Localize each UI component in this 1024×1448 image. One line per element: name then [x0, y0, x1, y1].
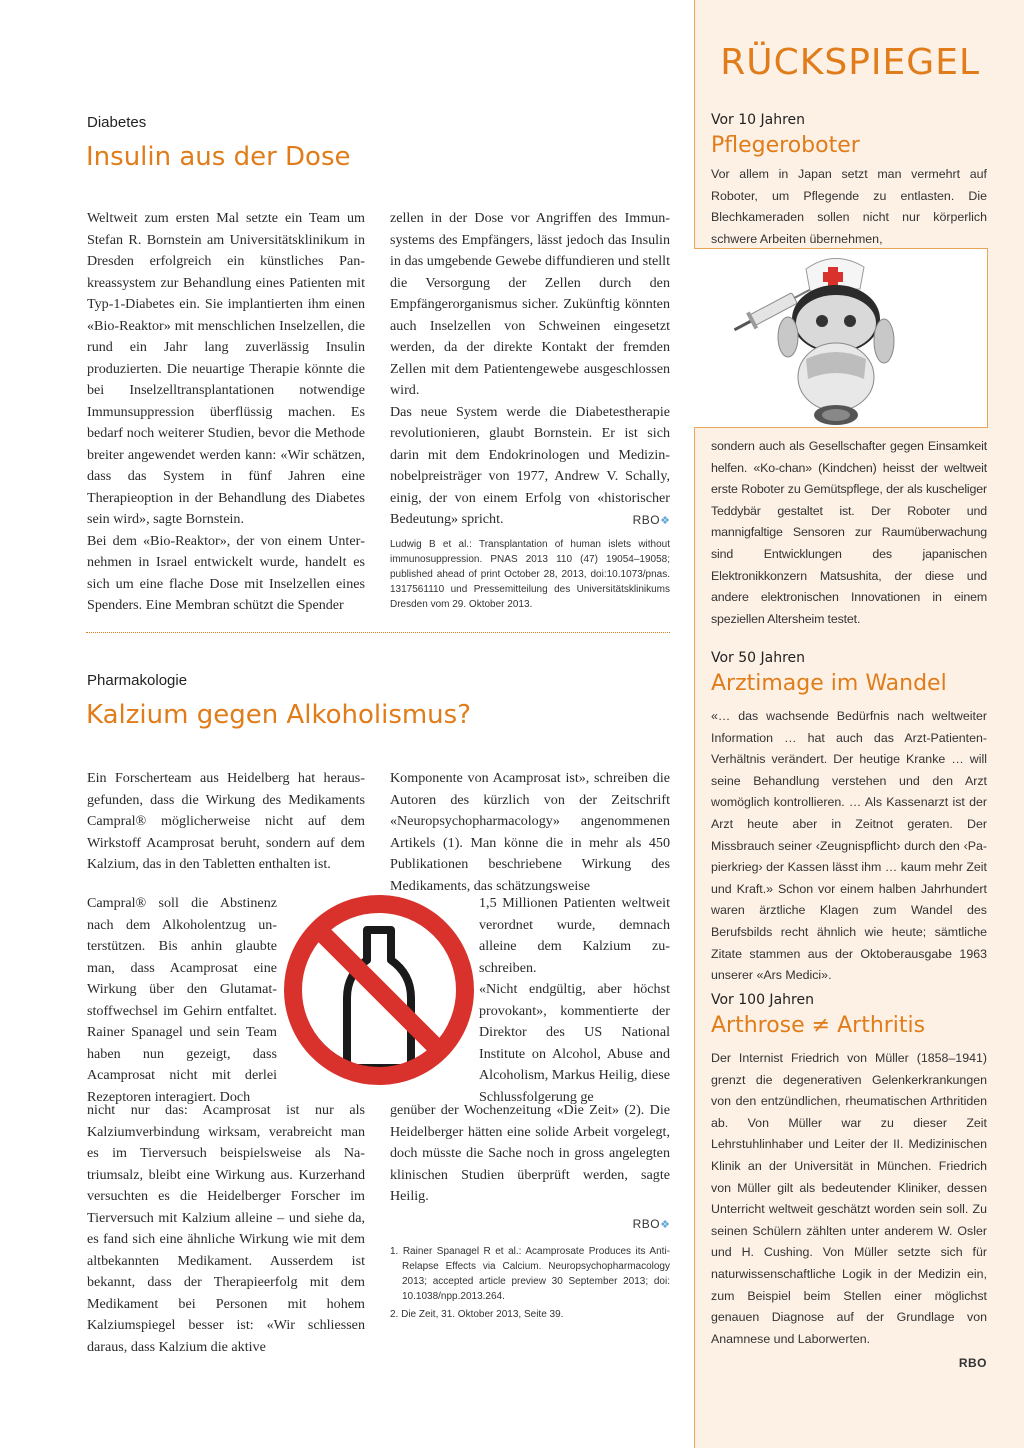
- rbo-logo-mark: ❖: [660, 1218, 670, 1231]
- article-column-1: [87, 208, 365, 617]
- paragraph: 1,5 Millionen Patienten weltweit verordnet wurde, demnach alleine dem Kalzium zuschreiben.: [479, 895, 670, 976]
- robot-image-frame: [694, 248, 988, 428]
- article-column-2-wrapped: [479, 893, 670, 1108]
- reference: Ludwig B et al.: Transplantation of human islets without immunosuppression. PNAS 2013 110 (47) 19054–19058; published ahead of print October 28, 2013, doi:10.1073/pnas. 1317561110 und Pressemitteilung des Universitätsklinikums Dresden vom 29. Oktober 2013.: [390, 539, 670, 610]
- article-column-1-lower: [87, 1100, 365, 1358]
- article-column-2: [390, 768, 670, 897]
- sidebar-kicker: Vor 50 Jahren: [711, 650, 806, 666]
- article-column-1: [87, 768, 365, 876]
- paragraph: Ein Forscherteam aus Heidelberg hat herausgefunden, dass die Wirkung des Medikaments Campral® möglicherweise nicht auf dem Wirkstoff Acamprosat beruht, sondern auf dem Kalzium, das in den Tabletten enthalten ist.: [87, 770, 365, 872]
- sidebar-body: Der Internist Friedrich von Müller (1858–1941) grenzt die degenerativen Gelenkerkrankungen von den entzündlichen, rheumatischen Arthritiden ab. Von Müller war zu dieser Zeit Lehrstuhlinhaber und Leiter der II. Medizinischen Klinik an der Universität in München. Friedrich von Müller gilt als bedeutender Kliniker, dessen Unterricht weltweit geschätzt worden sein soll. Zu seinen Schülern zählten unter anderem W. Osler und H. Cushing. Von Müller setzte sich für naturwissenschaftliche Logik in der Medizin ein, zum Beispiel beim Stellen einer möglichst genauen Diagnose auf der Grundlage von Anamnese und Laborwerten.: [711, 1051, 987, 1346]
- section-divider: [86, 632, 670, 633]
- rbo-label: RBO: [632, 512, 661, 527]
- sidebar-section-100-years: [711, 992, 987, 1370]
- sidebar-body: «… das wachsende Bedürfnis nach weltweiter Information … hat auch das Arzt-Patienten-Verhältnis verändert. Der heutige Kranke … will seine Behandlung verstehen und den Arzt womöglich kontrollieren. … Als Kassenarzt ist der Arzt heute aber in Zeitnot geraten. Der Missbrauch seiner ‹Zeugnispflicht› durch den ‹Papierkrieg› der Kassen lässt ihm … kaum mehr Zeit und Kraft.» Schon vor einem halben Jahrhundert waren ärztliche Klagen zum Wandel des Berufsbilds recht ähnlich wie heute; sämtliche Zitate stammen aus der Oktoberausgabe 1963 unserer «Ars Medici».: [711, 709, 987, 983]
- sidebar-kicker: Vor 10 Jahren: [711, 112, 806, 128]
- article-headline: Kalzium gegen Alkoholismus?: [86, 700, 472, 730]
- reference-item: 2. Die Zeit, 31. Oktober 2013, Seite 39.: [390, 1309, 564, 1320]
- article-headline: Insulin aus der Dose: [86, 142, 351, 172]
- sidebar-body: Vor allem in Japan setzt man vermehrt auf Roboter, um Pflegende zu entlasten. Die Blechkameraden sollen nicht nur körperlich schwere Arbeiten übernehmen,: [711, 167, 987, 246]
- sidebar-headline: Pflegeroboter: [711, 133, 860, 158]
- sidebar-section-10-years-cont: [711, 436, 987, 630]
- paragraph: Das neue System werde die Diabetestherapie revolutionieren, glaubt Bornstein. Er ist sich darin mit dem Endokrinologen und Medizinnobelpreisträger von 1977, Andrew V. Schally, einig, der von einem Erfolg von «historischer Bedeutung» spricht.: [390, 403, 670, 527]
- robot-nurse-illustration: [694, 249, 988, 429]
- paragraph: Weltweit zum ersten Mal setzte ein Team um Stefan R. Bornstein am Universitätsklinikum in Dresden erfolgreich ein künstliches Pankreassystem zur Behandlung eines Patienten mit Typ-1-Diabetes ein. Sie implantierten ihm einen «Bio-Reaktor» mit menschlichen Inselzellen, die rund ein Jahr lang zuverlässig Insulin produzierten. Die neuartige Therapie könnte die bei Inselzelltransplantationen notwendige Immunsuppression überflüssig machen. Es bedarf noch weiterer Studien, bevor die Methode breiter angewendet werden kann: «Wir schätzen, dass das System in fünf Jahren eine Therapieoption in der Behandlung des Diabetes sein wird», sagte Bornstein.: [87, 210, 365, 527]
- reference-list: [390, 1244, 670, 1322]
- paragraph: zellen in der Dose vor Angriffen des Immunsystems des Empfängers, lässt jedoch das Insulin in das umgebende Gewebe diffundieren und stellt die Versorgung der Zellen durch den Empfängerorganismus sicher. Zukünftig könnten auch Inselzellen von Schweinen eingesetzt werden, da der direkte Kontakt der fremden Zellen mit dem Patientengewebe ausgeschlossen wird.: [390, 210, 670, 398]
- rbo-label: RBO: [632, 1216, 661, 1231]
- no-alcohol-sign-icon: [279, 890, 479, 1090]
- paragraph: Komponente von Acamprosat ist», schreiben die Autoren des kürzlich von der Zeitschrift «Neuropsychopharmacology» angenommenen Artikels (1). Man könne die in mehr als 450 Publikationen beschriebene Wirkung des Medikaments, das schätzungsweise: [390, 770, 670, 894]
- sidebar-section-10-years: [711, 112, 987, 250]
- paragraph: nicht nur das: Acamprosat ist nur als Kalziumverbindung wirksam, verabreicht man es im Tierversuch beispielsweise als Natriumsalz, bleibt eine Wirkung aus. Kurzerhand versuchten es die Heidelberger Forscher im Tierversuch mit Kalzium alleine – und siehe da, es fand sich eine ähnliche Wirkung wie mit dem altbekannten Medikament. Ausserdem ist bekannt, dass der Therapieerfolg mit dem Medikament bei Personen mit hohem Kalziumspiegel besser ist: «Wir schliessen daraus, dass Kalzium die aktive: [87, 1102, 365, 1355]
- paragraph: genüber der Wochenzeitung «Die Zeit» (2). Die Heidelberger hätten eine solide Arbeit vorgelegt, doch müsste die Sache noch in gross angelegten klinischen Studien überprüft werden, sagte Heilig.: [390, 1102, 670, 1204]
- paragraph: Bei dem «Bio-Reaktor», der von einem Unternehmen in Israel entwickelt wurde, handelt es sich um eine flache Dose mit Inselzellen eines Spenders. Eine Membran schützt die Spender: [87, 532, 365, 613]
- paragraph: Campral® soll die Abstinenz nach dem Alkoholentzug unterstützen. Bis anhin glaubte man, dass Acamprosat eine Wirkung über den Glutamatstoffwechsel im Gehirn entfaltet. Rainer Spanagel und sein Team haben nun gezeigt, dass Acamprosat nicht mit derlei Rezeptoren interagiert. Doch: [87, 895, 277, 1105]
- rbo-signature: RBO: [958, 1356, 987, 1371]
- sidebar-section-50-years: [711, 650, 987, 987]
- paragraph: «Nicht endgültig, aber höchst provokant», kommentierte der Direktor des US National Institute on Alcohol, Abuse and Alcoholism, Markus Heilig, diese Schlussfolgerung ge: [479, 981, 670, 1105]
- rbo-logo-mark: ❖: [660, 514, 670, 527]
- sidebar-kicker: Vor 100 Jahren: [711, 992, 814, 1008]
- sidebar-headline: Arthrose ≠ Arthritis: [711, 1013, 926, 1038]
- sidebar-body: sondern auch als Gesellschafter gegen Einsamkeit helfen. «Ko-chan» (Kindchen) heisst der weltweit erste Roboter zu Gemütspflege, der als kuscheliger Teddybär gestaltet ist. Der Roboter und mannigfaltige Sensoren zur Raumüberwachung sind Entwicklungen des japanischen Elektronikkonzern Matsushita, der diese und andere elektronischen Innovationen in einem speziellen Altersheim testet.: [711, 439, 987, 626]
- article-column-2: [390, 208, 670, 532]
- reference-item: 1. Rainer Spanagel R et al.: Acamprosate Produces its Anti-Relapse Effects via Calcium. Neuropsychopharmacology 2013; accepted article preview 30 September 2013; doi: 10.1038/npp.2013.264.: [390, 1246, 670, 1302]
- article-column-2-lower: [390, 1100, 670, 1236]
- article-kicker: Pharmakologie: [87, 672, 188, 689]
- sidebar-title: RÜCKSPIEGEL: [720, 42, 980, 83]
- sidebar-headline: Arztimage im Wandel: [711, 671, 947, 696]
- article-kicker: Diabetes: [87, 114, 147, 131]
- rbo-signature: [390, 1214, 670, 1237]
- article-column-1-wrapped: [87, 893, 277, 1108]
